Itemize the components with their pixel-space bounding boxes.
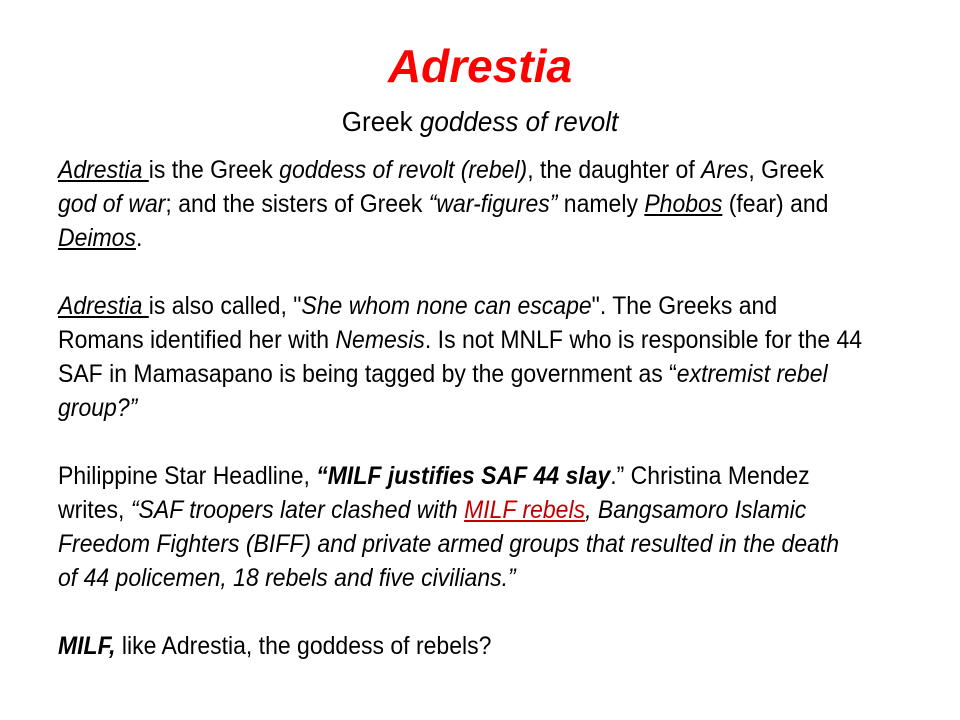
slide-subtitle [34, 104, 927, 140]
p2-line-1 [58, 289, 849, 323]
text: . [135, 224, 143, 252]
p4-line-1 [58, 629, 849, 663]
subtitle-emphasis: goddess of revolt [419, 106, 619, 137]
text: ; and the sisters of Greek [165, 190, 429, 218]
term-milf: MILF, [58, 632, 116, 660]
term-adrestia: Adrestia [58, 156, 149, 184]
text: , Greek [748, 156, 824, 184]
p1-line-3 [58, 221, 849, 255]
text: writes, [58, 496, 131, 524]
p3-line-4 [58, 561, 849, 595]
quote: Freedom Fighters (BIFF) and private armed groups that resulted in the death [58, 530, 840, 558]
p2-line-3 [58, 357, 849, 391]
text: Romans identified her with [58, 326, 336, 354]
quote: , Bangsamoro Islamic [585, 496, 807, 524]
paragraph-gap [58, 255, 918, 289]
term-deimos: Deimos [58, 224, 136, 252]
term-nemesis: Nemesis [335, 326, 425, 354]
paragraph-gap [58, 425, 918, 459]
slide-body [58, 153, 918, 663]
emphasis: extremist rebel [676, 360, 828, 388]
paragraph-gap [58, 595, 918, 629]
text: is the Greek [148, 156, 280, 184]
subtitle-prefix: Greek [341, 106, 420, 137]
p3-line-3 [58, 527, 849, 561]
p2-line-4 [58, 391, 849, 425]
emphasis: “war-figures” [428, 190, 558, 218]
p1-line-2 [58, 187, 849, 221]
p3-line-1 [58, 459, 849, 493]
quote: “SAF troopers later clashed with [130, 496, 465, 524]
text: Philippine Star Headline, [58, 462, 317, 490]
emphasis: group?” [58, 394, 138, 422]
milf-rebels-link[interactable]: MILF rebels [464, 496, 586, 524]
term-phobos: Phobos [644, 190, 723, 218]
p2-line-2 [58, 323, 863, 357]
term-adrestia: Adrestia [58, 292, 149, 320]
term-ares: Ares [701, 156, 749, 184]
text: namely [557, 190, 645, 218]
text: , the daughter of [527, 156, 702, 184]
p1-line-1 [58, 153, 849, 187]
text: ". The Greeks and [591, 292, 778, 320]
title-text: Adrestia [387, 40, 573, 92]
text: (fear) and [722, 190, 829, 218]
emphasis: She whom none can escape [301, 292, 592, 320]
emphasis: god of war [58, 190, 166, 218]
text: . Is not MNLF who is responsible for the 44 [424, 326, 863, 354]
emphasis: goddess of revolt (rebel) [279, 156, 528, 184]
text: .” Christina Mendez [610, 462, 810, 490]
slide-title [0, 38, 960, 94]
p3-line-2 [58, 493, 849, 527]
quote: of 44 policemen, 18 rebels and five civilians.” [58, 564, 516, 592]
text: like Adrestia, the goddess of rebels? [115, 632, 492, 660]
text: SAF in Mamasapano is being tagged by the government as “ [58, 360, 677, 388]
headline: “MILF justifies SAF 44 slay [316, 462, 611, 490]
text: is also called, " [148, 292, 302, 320]
